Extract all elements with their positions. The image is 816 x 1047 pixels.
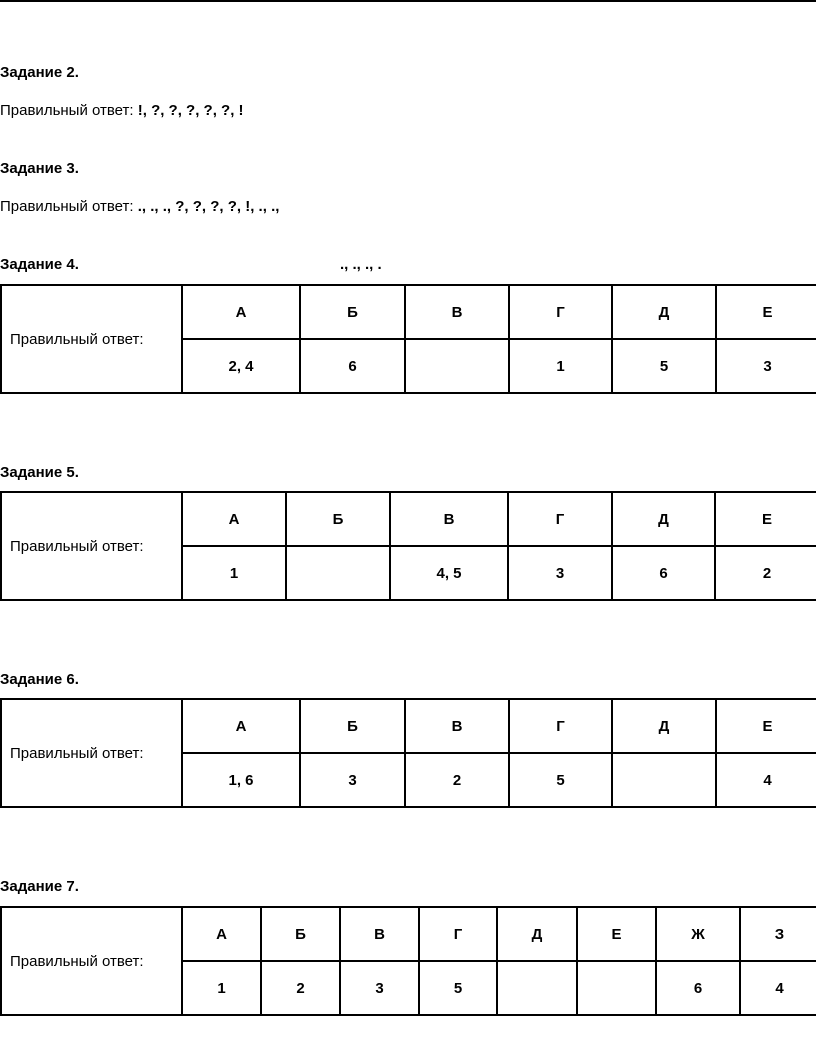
table-value-cell: 5 <box>419 961 497 1015</box>
table-value-cell <box>612 753 716 807</box>
table-header-cell: Е <box>716 699 816 753</box>
task5-title: Задание 5. <box>0 464 79 481</box>
table-value-cell: 6 <box>300 339 405 393</box>
table-header-cell: Б <box>286 492 390 546</box>
table-value-cell: 4, 5 <box>390 546 508 600</box>
table-value-cell <box>497 961 577 1015</box>
table-header-cell: Е <box>715 492 816 546</box>
table-value-cell <box>405 339 509 393</box>
task7-title: Задание 7. <box>0 878 79 895</box>
page-top-rule <box>0 0 816 2</box>
table-header-cell: З <box>740 907 816 961</box>
table-header-cell: В <box>405 285 509 339</box>
table-value-cell: 1 <box>509 339 612 393</box>
table-header-cell: Б <box>300 699 405 753</box>
table-value-cell <box>286 546 390 600</box>
table-header-row <box>1 699 816 753</box>
table-header-cell: Г <box>419 907 497 961</box>
table-value-cell: 1, 6 <box>182 753 300 807</box>
table-value-cell: 5 <box>612 339 716 393</box>
table-header-cell: В <box>405 699 509 753</box>
table-value-cell: 3 <box>716 339 816 393</box>
table-value-cell: 1 <box>182 546 286 600</box>
table-header-cell: Б <box>261 907 340 961</box>
task2-answer-label: Правильный ответ: <box>0 102 134 119</box>
table-value-cell: 4 <box>740 961 816 1015</box>
task4-answer-table <box>0 284 816 394</box>
table-header-cell: Е <box>716 285 816 339</box>
table-header-cell: А <box>182 907 261 961</box>
table-header-cell: Д <box>612 285 716 339</box>
task5-answer-label: Правильный ответ: <box>1 492 182 600</box>
task4-note: ., ., ., . <box>340 256 382 273</box>
table-header-cell: Д <box>612 492 715 546</box>
table-header-row <box>1 285 816 339</box>
task2-answer <box>0 102 244 119</box>
task4-answer-label: Правильный ответ: <box>1 285 182 393</box>
task7-answer-label: Правильный ответ: <box>1 907 182 1015</box>
task6-title: Задание 6. <box>0 671 79 688</box>
task3-answer-value: ., ., ., ?, ?, ?, ?, !, ., ., <box>137 198 280 215</box>
table-header-cell: А <box>182 285 300 339</box>
table-value-cell: 6 <box>656 961 740 1015</box>
table-header-cell: Г <box>509 699 612 753</box>
table-header-cell: Е <box>577 907 656 961</box>
task5-answer-table <box>0 491 816 601</box>
table-header-cell: А <box>182 699 300 753</box>
table-header-row <box>1 907 816 961</box>
task3-answer <box>0 198 279 215</box>
table-value-cell: 4 <box>716 753 816 807</box>
table-header-cell: Б <box>300 285 405 339</box>
table-header-cell: В <box>340 907 419 961</box>
table-value-cell: 2 <box>261 961 340 1015</box>
task3-answer-label: Правильный ответ: <box>0 198 134 215</box>
task6-answer-label: Правильный ответ: <box>1 699 182 807</box>
table-value-cell: 6 <box>612 546 715 600</box>
table-header-cell: Д <box>497 907 577 961</box>
task2-title: Задание 2. <box>0 64 79 81</box>
table-value-cell: 2, 4 <box>182 339 300 393</box>
task6-answer-table <box>0 698 816 808</box>
table-value-cell: 3 <box>340 961 419 1015</box>
table-header-cell: А <box>182 492 286 546</box>
table-header-cell: Д <box>612 699 716 753</box>
table-value-cell: 2 <box>715 546 816 600</box>
table-value-cell: 1 <box>182 961 261 1015</box>
task2-answer-value: !, ?, ?, ?, ?, ?, ! <box>137 102 244 119</box>
table-value-cell: 5 <box>509 753 612 807</box>
table-header-cell: Г <box>508 492 612 546</box>
task3-title: Задание 3. <box>0 160 79 177</box>
task4-title: Задание 4. <box>0 256 79 273</box>
table-value-cell: 2 <box>405 753 509 807</box>
table-header-cell: В <box>390 492 508 546</box>
table-value-cell <box>577 961 656 1015</box>
table-value-cell: 3 <box>300 753 405 807</box>
table-header-row <box>1 492 816 546</box>
table-value-cell: 3 <box>508 546 612 600</box>
table-header-cell: Г <box>509 285 612 339</box>
task7-answer-table <box>0 906 816 1016</box>
table-header-cell: Ж <box>656 907 740 961</box>
